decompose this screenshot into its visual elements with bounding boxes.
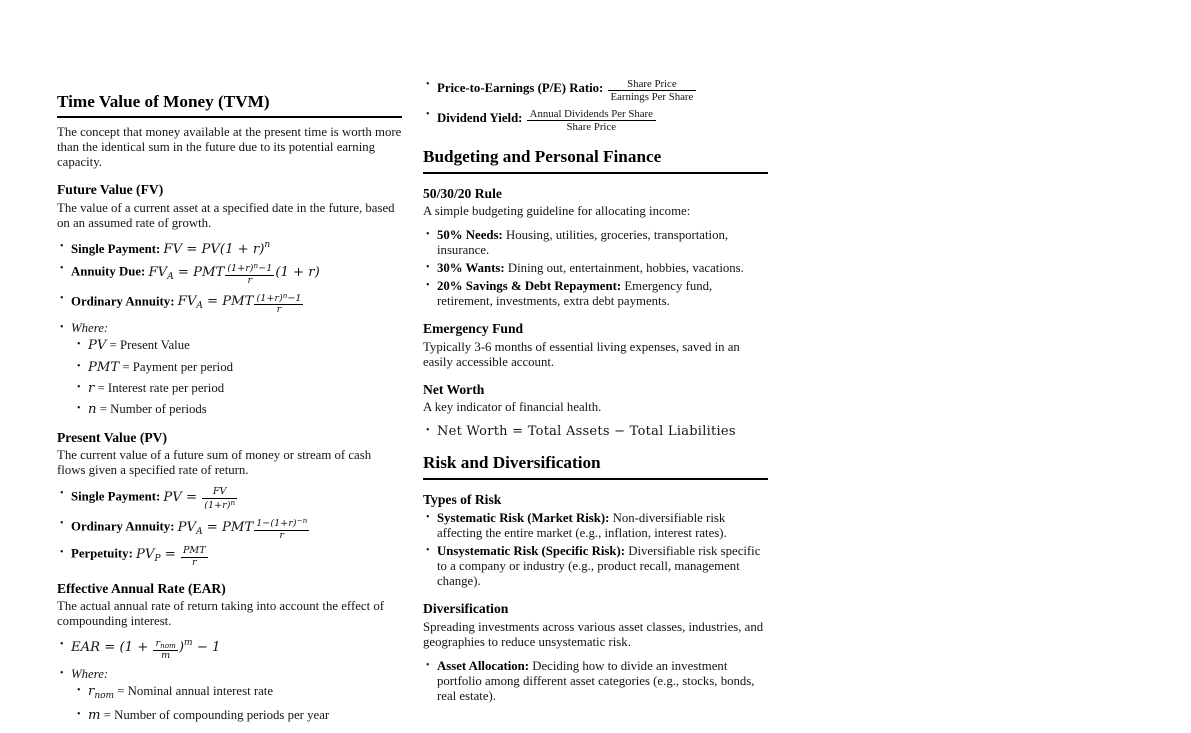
definition-text: = Interest rate per period	[97, 380, 225, 395]
definition-m	[88, 708, 402, 723]
formula-dividend-yield	[437, 108, 768, 133]
math-expression: Net Worth = Total Assets − Total Liabilities	[437, 424, 736, 440]
fraction-numerator: Share Price	[608, 78, 697, 91]
math-expression	[136, 545, 209, 569]
asset-allocation-label: Asset Allocation:	[437, 658, 530, 673]
math-part: (1 + r)	[275, 264, 320, 280]
fraction-denominator: r	[247, 274, 253, 286]
formula-ear	[71, 638, 402, 662]
math-subscript: nom	[160, 641, 176, 651]
math-subscript: A	[167, 271, 174, 282]
where-label: Where:	[71, 667, 109, 682]
risk-item-systematic	[437, 511, 768, 541]
present-value-description: The current value of a future sum of money or stream of cash flows given a specified rate of return.	[57, 448, 372, 478]
subsection-title-present-value: Present Value (PV)	[57, 429, 167, 445]
math-part: (1+r)	[256, 292, 283, 304]
net-worth-description: A key indicator of financial health.	[423, 400, 602, 415]
risk-text: Non-diversifiable risk affecting the entire market (e.g., inflation, interest rates).	[437, 511, 727, 541]
math-part: )	[178, 640, 185, 656]
subsection-title-503020-rule: 50/30/20 Rule	[423, 185, 502, 201]
math-part: FV	[148, 264, 168, 280]
math-part: 1−(1+r)	[256, 517, 297, 529]
fraction-numerator: FV	[202, 487, 237, 499]
ear-formula-list	[57, 638, 402, 723]
rule-503020-list	[423, 228, 768, 309]
diversification-list	[423, 659, 768, 704]
subsection-title-ear: Effective Annual Rate (EAR)	[57, 580, 226, 596]
section-title-risk: Risk and Diversification	[423, 453, 768, 479]
definition-r	[88, 381, 402, 396]
math-superscript: m	[184, 638, 193, 649]
formula-label: Price-to-Earnings (P/E) Ratio:	[437, 81, 604, 96]
subsection-title-emergency-fund: Emergency Fund	[423, 321, 524, 337]
fraction-denominator: Earnings Per Share	[610, 91, 694, 104]
definition-text: = Number of compounding periods per year	[103, 707, 330, 722]
math-part: PV =	[163, 490, 202, 506]
definition-n	[88, 402, 402, 417]
math-part: = PMT	[173, 264, 225, 280]
variable-definitions-list	[71, 338, 402, 418]
subsection-title-future-value: Future Value (FV)	[57, 182, 164, 198]
ratio-fraction	[527, 108, 656, 133]
math-part: PV	[136, 547, 155, 563]
where-item	[71, 321, 402, 418]
math-subscript: nom	[94, 691, 115, 702]
asset-allocation-item	[437, 659, 768, 704]
math-superscript: n	[282, 290, 288, 300]
formula-fv-single-payment	[71, 240, 402, 257]
math-part: FV	[177, 294, 197, 310]
diversification-description: Spreading investments across various asset classes, industries, and geographies to reduce unsystematic risk.	[423, 619, 764, 649]
math-part: =	[160, 547, 180, 563]
formula-pe-ratio	[437, 78, 768, 103]
fraction-denominator: r	[279, 529, 284, 541]
math-fraction	[153, 639, 177, 662]
risk-types-list	[423, 511, 768, 589]
definition-pv	[88, 338, 402, 353]
where-label: Where:	[71, 321, 109, 336]
fraction-denominator: Share Price	[566, 121, 617, 134]
rule-item-needs	[437, 228, 768, 258]
fraction-numerator: Annual Dividends Per Share	[527, 108, 656, 121]
fraction-numerator	[254, 292, 303, 306]
math-fraction	[202, 487, 237, 511]
math-part: r	[88, 684, 95, 700]
formula-fv-ordinary-annuity	[71, 292, 402, 316]
rule-text: Housing, utilities, groceries, transportation, insurance.	[437, 228, 729, 258]
variable-definitions-list	[71, 684, 402, 723]
math-expression	[163, 486, 238, 512]
left-column	[57, 0, 402, 733]
formula-label: Single Payment:	[71, 490, 161, 505]
definition-text: = Payment per period	[122, 359, 234, 374]
math-part: = PMT	[202, 294, 254, 310]
math-expression	[177, 290, 305, 316]
subsection-title-types-of-risk: Types of Risk	[423, 491, 502, 507]
subsection-title-diversification: Diversification	[423, 601, 509, 617]
math-part: r	[155, 638, 161, 650]
rule-503020-description: A simple budgeting guideline for allocating income:	[423, 204, 691, 219]
ratio-fraction	[608, 78, 697, 103]
fraction-denominator: m	[161, 650, 171, 662]
subsection-title-net-worth: Net Worth	[423, 381, 485, 397]
math-part: PV	[177, 519, 197, 535]
formula-label: Ordinary Annuity:	[71, 519, 175, 534]
definition-text: = Present Value	[109, 338, 190, 353]
math-symbol	[88, 684, 115, 702]
rule-label: 30% Wants:	[437, 261, 505, 276]
fraction-numerator	[254, 517, 309, 531]
math-part: − 1	[192, 640, 221, 656]
rule-label: 20% Savings & Debt Repayment:	[437, 279, 622, 294]
definition-text: = Number of periods	[99, 402, 207, 417]
math-expression	[163, 239, 271, 257]
fraction-denominator: r	[276, 304, 282, 316]
fraction-numerator: PMT	[182, 545, 206, 557]
tvm-intro-paragraph: The concept that money available at the present time is worth more than the identical sum in the future due to its potential earning capacity.	[57, 125, 402, 170]
math-superscript: n	[264, 239, 271, 250]
future-value-description: The value of a current asset at a specified date in the future, based on an assumed rate of growth.	[57, 200, 395, 230]
math-fraction	[225, 262, 274, 286]
formula-label: Single Payment:	[71, 241, 161, 256]
math-expression	[71, 638, 221, 662]
definition-pmt	[88, 360, 402, 375]
formula-fv-annuity-due	[71, 262, 402, 286]
rule-item-wants	[437, 261, 768, 276]
formula-pv-perpetuity	[71, 546, 402, 568]
math-expression	[148, 261, 320, 286]
math-part: −1	[287, 292, 302, 304]
rule-text: Emergency fund, retirement, investments, extra debt payments.	[437, 279, 713, 309]
formula-net-worth	[437, 424, 768, 439]
math-part: = PMT	[202, 519, 254, 535]
section-title-tvm: Time Value of Money (TVM)	[57, 92, 402, 118]
math-part: (1+r)	[227, 263, 254, 275]
formula-pv-single-payment	[71, 487, 402, 511]
rule-item-savings	[437, 279, 768, 309]
present-value-formula-list	[57, 487, 402, 568]
math-fraction	[254, 517, 309, 541]
fraction-numerator	[225, 262, 274, 276]
where-item	[71, 667, 402, 723]
formula-label: Dividend Yield:	[437, 111, 523, 126]
risk-label: Unsystematic Risk (Specific Risk):	[437, 544, 626, 559]
right-column	[423, 0, 768, 714]
math-expression	[177, 515, 311, 541]
math-fraction	[254, 292, 303, 316]
math-superscript: n	[253, 261, 259, 271]
math-part: EAR = (1 +	[71, 640, 153, 656]
math-fraction	[181, 546, 208, 568]
formula-label: Perpetuity:	[71, 547, 133, 562]
emergency-fund-description: Typically 3-6 months of essential living expenses, saved in an easily accessible account.	[423, 339, 740, 369]
fraction-denominator: r	[192, 557, 197, 569]
math-subscript: P	[154, 554, 161, 565]
math-symbol: PMT	[88, 359, 120, 375]
risk-item-unsystematic	[437, 544, 768, 589]
formula-label: Annuity Due:	[71, 264, 146, 279]
asset-allocation-text: Deciding how to divide an investment portfolio among different asset categories (e.g., stocks, bonds, real estate).	[437, 658, 755, 703]
math-subscript: A	[196, 526, 203, 537]
risk-label: Systematic Risk (Market Risk):	[437, 511, 610, 526]
math-symbol: n	[88, 402, 97, 418]
net-worth-formula-list	[423, 424, 768, 439]
definition-r-nom	[88, 684, 402, 702]
math-part: FV = PV(1 + r)	[163, 241, 265, 257]
math-symbol: r	[88, 380, 95, 396]
math-superscript: −n	[296, 515, 308, 525]
fraction-denominator	[202, 499, 237, 512]
math-symbol: m	[88, 707, 101, 723]
future-value-formula-list	[57, 240, 402, 418]
math-subscript: A	[196, 301, 203, 312]
risk-text: Diversifiable risk specific to a company or industry (e.g., product recall, management change).	[437, 544, 761, 589]
formula-label: Ordinary Annuity:	[71, 294, 175, 309]
ear-description: The actual annual rate of return taking into account the effect of compounding interest.	[57, 599, 385, 629]
definition-text: = Nominal annual interest rate	[117, 684, 274, 699]
stock-ratio-list	[423, 78, 768, 133]
formula-pv-ordinary-annuity	[71, 517, 402, 541]
math-part: (1+r)	[204, 500, 231, 512]
section-title-budgeting: Budgeting and Personal Finance	[423, 147, 768, 173]
math-superscript: n	[230, 498, 236, 508]
rule-label: 50% Needs:	[437, 228, 503, 243]
math-part: −1	[258, 263, 273, 275]
math-symbol: PV	[88, 338, 107, 354]
rule-text: Dining out, entertainment, hobbies, vacations.	[507, 261, 744, 276]
